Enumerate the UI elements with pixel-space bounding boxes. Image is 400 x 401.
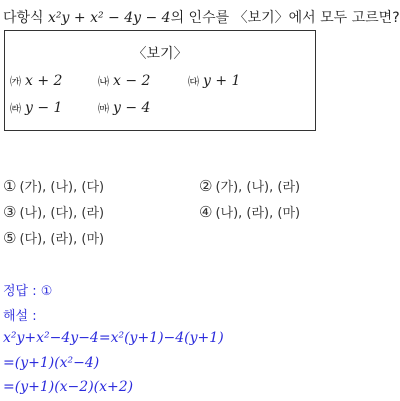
explanation-line-1: x²y+x²−4y−4=x²(y+1)−4(y+1) <box>3 330 224 346</box>
question-text <box>3 7 400 27</box>
bogi-item-label: ㈑ <box>10 102 21 115</box>
bogi-item-expr: y + 1 <box>203 73 241 89</box>
choice-number: ③ <box>3 203 17 221</box>
choice-text: (가), (나), (라) <box>215 180 301 195</box>
bogi-box <box>4 30 316 131</box>
explanation-line-2: =(y+1)(x²−4) <box>3 355 100 371</box>
bogi-item-ma <box>98 100 150 116</box>
choice-number: ④ <box>199 203 213 221</box>
choice-4[interactable] <box>199 202 300 221</box>
bogi-item-label: ㈏ <box>98 75 109 88</box>
choice-1[interactable] <box>3 176 104 195</box>
bogi-item-label: ㈎ <box>10 75 21 88</box>
answer-label: 정답 : <box>3 284 37 299</box>
question-suffix: 의 인수를 〈보기〉에서 모두 고르면? <box>170 10 400 26</box>
bogi-item-na <box>98 73 150 89</box>
bogi-item-expr: y − 4 <box>113 100 151 116</box>
answer-value: ① <box>40 284 53 299</box>
choice-2[interactable] <box>199 176 300 195</box>
bogi-item-ga <box>10 73 62 89</box>
choice-text: (가), (나), (다) <box>19 180 105 195</box>
bogi-item-expr: x − 2 <box>113 73 151 89</box>
choice-3[interactable] <box>3 202 104 221</box>
answer-line <box>3 280 52 299</box>
choice-text: (나), (다), (라) <box>19 206 105 221</box>
choice-5[interactable] <box>3 228 104 247</box>
explanation-label: 해설 : <box>3 309 37 324</box>
bogi-item-expr: x + 2 <box>25 73 63 89</box>
choice-number: ② <box>199 177 213 195</box>
choice-number: ① <box>3 177 17 195</box>
bogi-item-label: ㈒ <box>98 102 109 115</box>
bogi-title: 〈보기〉 <box>132 46 188 62</box>
question-expression: x²y + x² − 4y − 4 <box>48 10 171 26</box>
bogi-item-da <box>188 73 240 89</box>
bogi-item-label: ㈐ <box>188 75 199 88</box>
choice-number: ⑤ <box>3 229 17 247</box>
choice-text: (나), (라), (마) <box>215 206 301 221</box>
question-prefix: 다항식 <box>3 10 44 26</box>
choice-text: (다), (라), (마) <box>19 232 105 247</box>
explanation-line-3: =(y+1)(x−2)(x+2) <box>3 379 134 395</box>
bogi-item-ra <box>10 100 62 116</box>
bogi-item-expr: y − 1 <box>25 100 63 116</box>
